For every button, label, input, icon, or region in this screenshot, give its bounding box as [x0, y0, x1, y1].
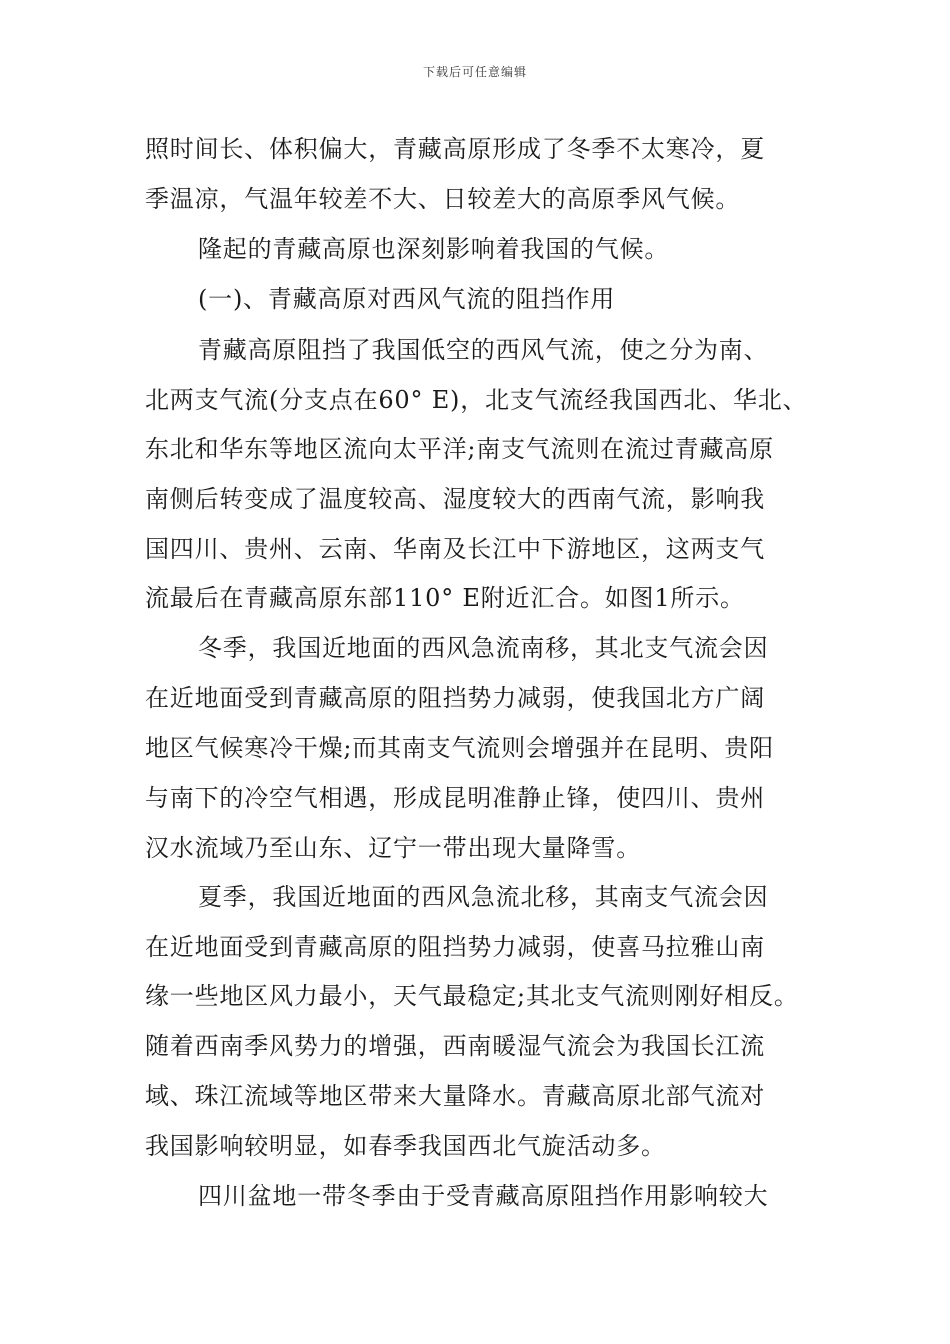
section-heading: (一)、青藏高原对西风气流的阻挡作用 — [198, 285, 616, 313]
text-line: 缘一些地区风力最小，天气最稳定;其北支气流则刚好相反。 — [145, 982, 799, 1010]
text-line: 在近地面受到青藏高原的阻挡势力减弱，使我国北方广阔 — [145, 684, 765, 712]
text-line: 国四川、贵州、云南、华南及长江中下游地区，这两支气 — [145, 535, 765, 563]
paragraph-start-line: 夏季，我国近地面的西风急流北移，其南支气流会因 — [198, 883, 769, 911]
text-line: 东北和华东等地区流向太平洋;南支气流则在流过青藏高原 — [145, 435, 774, 463]
paragraph-start-line: 隆起的青藏高原也深刻影响着我国的气候。 — [198, 235, 670, 263]
text-line: 流最后在青藏高原东部110° E附近汇合。如图1所示。 — [145, 584, 745, 612]
text-line: 照时间长、体积偏大，青藏高原形成了冬季不太寒冷，夏 — [145, 135, 765, 163]
text-line: 域、珠江流域等地区带来大量降水。青藏高原北部气流对 — [145, 1082, 765, 1110]
text-line: 与南下的冷空气相遇，形成昆明准静止锋，使四川、贵州 — [145, 784, 765, 812]
text-line: 汉水流域乃至山东、辽宁一带出现大量降雪。 — [145, 834, 641, 862]
paragraph-start-line: 青藏高原阻挡了我国低空的西风气流，使之分为南、 — [198, 336, 769, 364]
text-line: 我国影响较明显，如春季我国西北气旋活动多。 — [145, 1132, 666, 1160]
text-line: 地区气候寒冷干燥;而其南支气流则会增强并在昆明、贵阳 — [145, 734, 774, 762]
header-note: 下载后可任意编辑 — [422, 65, 527, 79]
text-line: 北两支气流(分支点在60° E)，北支气流经我国西北、华北、 — [145, 386, 808, 414]
text-line: 随着西南季风势力的增强，西南暖湿气流会为我国长江流 — [145, 1032, 765, 1060]
paragraph-start-line: 冬季，我国近地面的西风急流南移，其北支气流会因 — [198, 634, 769, 662]
text-line: 在近地面受到青藏高原的阻挡势力减弱，使喜马拉雅山南 — [145, 933, 765, 961]
text-line: 季温凉，气温年较差不大、日较差大的高原季风气候。 — [145, 185, 741, 213]
text-line: 南侧后转变成了温度较高、湿度较大的西南气流，影响我 — [145, 485, 765, 513]
paragraph-start-line: 四川盆地一带冬季由于受青藏高原阻挡作用影响较大 — [198, 1182, 769, 1210]
